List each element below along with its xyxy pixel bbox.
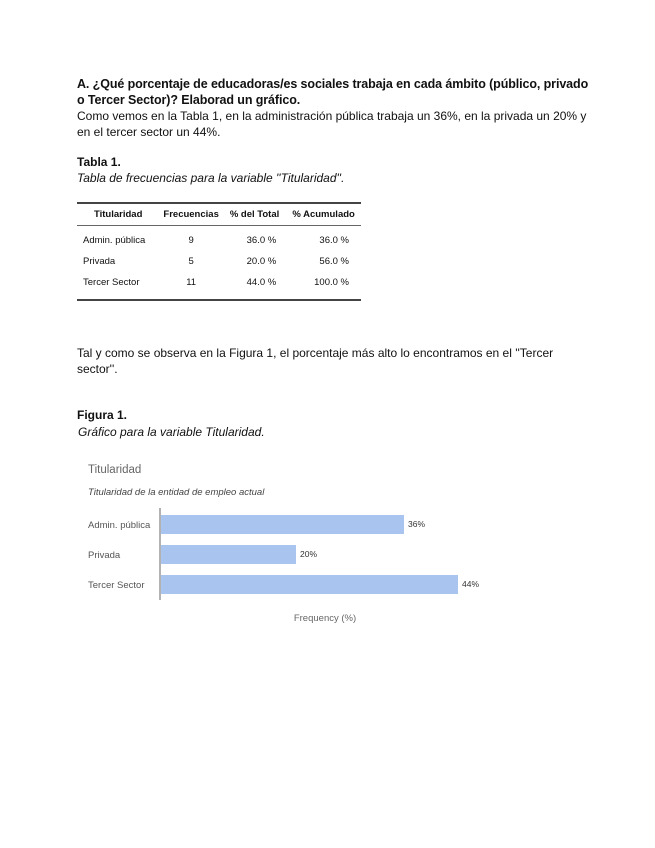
cell-pct-cumulative: 36.0 % [319,235,349,246]
table-row [77,272,361,300]
titularidad-bar-chart [80,455,510,635]
cell-category: Tercer Sector [83,277,140,288]
cell-pct-total: 44.0 % [246,277,277,288]
chart-title: Titularidad [88,464,142,476]
header-frecuencias: Frecuencias [163,209,219,220]
bar [161,575,458,594]
cell-category: Admin. pública [83,235,146,246]
cell-pct-total: 20.0 % [246,256,277,267]
header-pct-total: % del Total [229,209,280,220]
category-tick-label: Privada [88,550,121,561]
figure-caption: Gráfico para la variable Titularidad. [78,425,265,439]
table-row [77,251,361,272]
header-pct-acumulado: % Acumulado [292,209,355,220]
table-row [77,226,361,252]
category-tick-label: Admin. pública [88,520,151,531]
bar [161,545,296,564]
bar-value-label: 36% [408,519,426,529]
bar [161,515,404,534]
cell-category: Privada [83,256,116,267]
table-caption: Tabla de frecuencias para la variable ''Titularidad''. [77,171,345,185]
chart-subtitle: Titularidad de la entidad de empleo actual [88,487,265,498]
x-axis-label: Frequency (%) [293,613,357,624]
header-titularidad: Titularidad [94,209,143,220]
frequency-table [77,202,361,301]
bar-value-label: 44% [462,579,480,589]
chart-svg [80,455,510,635]
cell-frequency: 11 [186,277,197,288]
bar-group [88,515,479,594]
cell-pct-cumulative: 56.0 % [319,256,349,267]
figure-label: Figura 1. [77,408,128,422]
cell-frequency: 9 [188,235,194,246]
bar-value-label: 20% [300,549,318,559]
observation-paragraph: Tal y como se observa en la Figura 1, el porcentaje más alto lo encontramos en el ''Tercer sector''. [77,346,554,376]
intro-paragraph: Como vemos en la Tabla 1, en la administración pública trabaja un 36%, en la privada un 20% y en el tercer sector un 44%. [77,109,587,139]
category-tick-label: Tercer Sector [88,580,145,591]
question-heading: A. ¿Qué porcentaje de educadoras/es sociales trabaja en cada ámbito (público, privado o Tercer Sector)? Elaborad un gráfico. [77,77,589,107]
table-label: Tabla 1. [77,155,121,169]
cell-pct-cumulative: 100.0 % [314,277,349,288]
cell-pct-total: 36.0 % [246,235,277,246]
cell-frequency: 5 [188,256,194,267]
table-header-row [77,203,361,226]
